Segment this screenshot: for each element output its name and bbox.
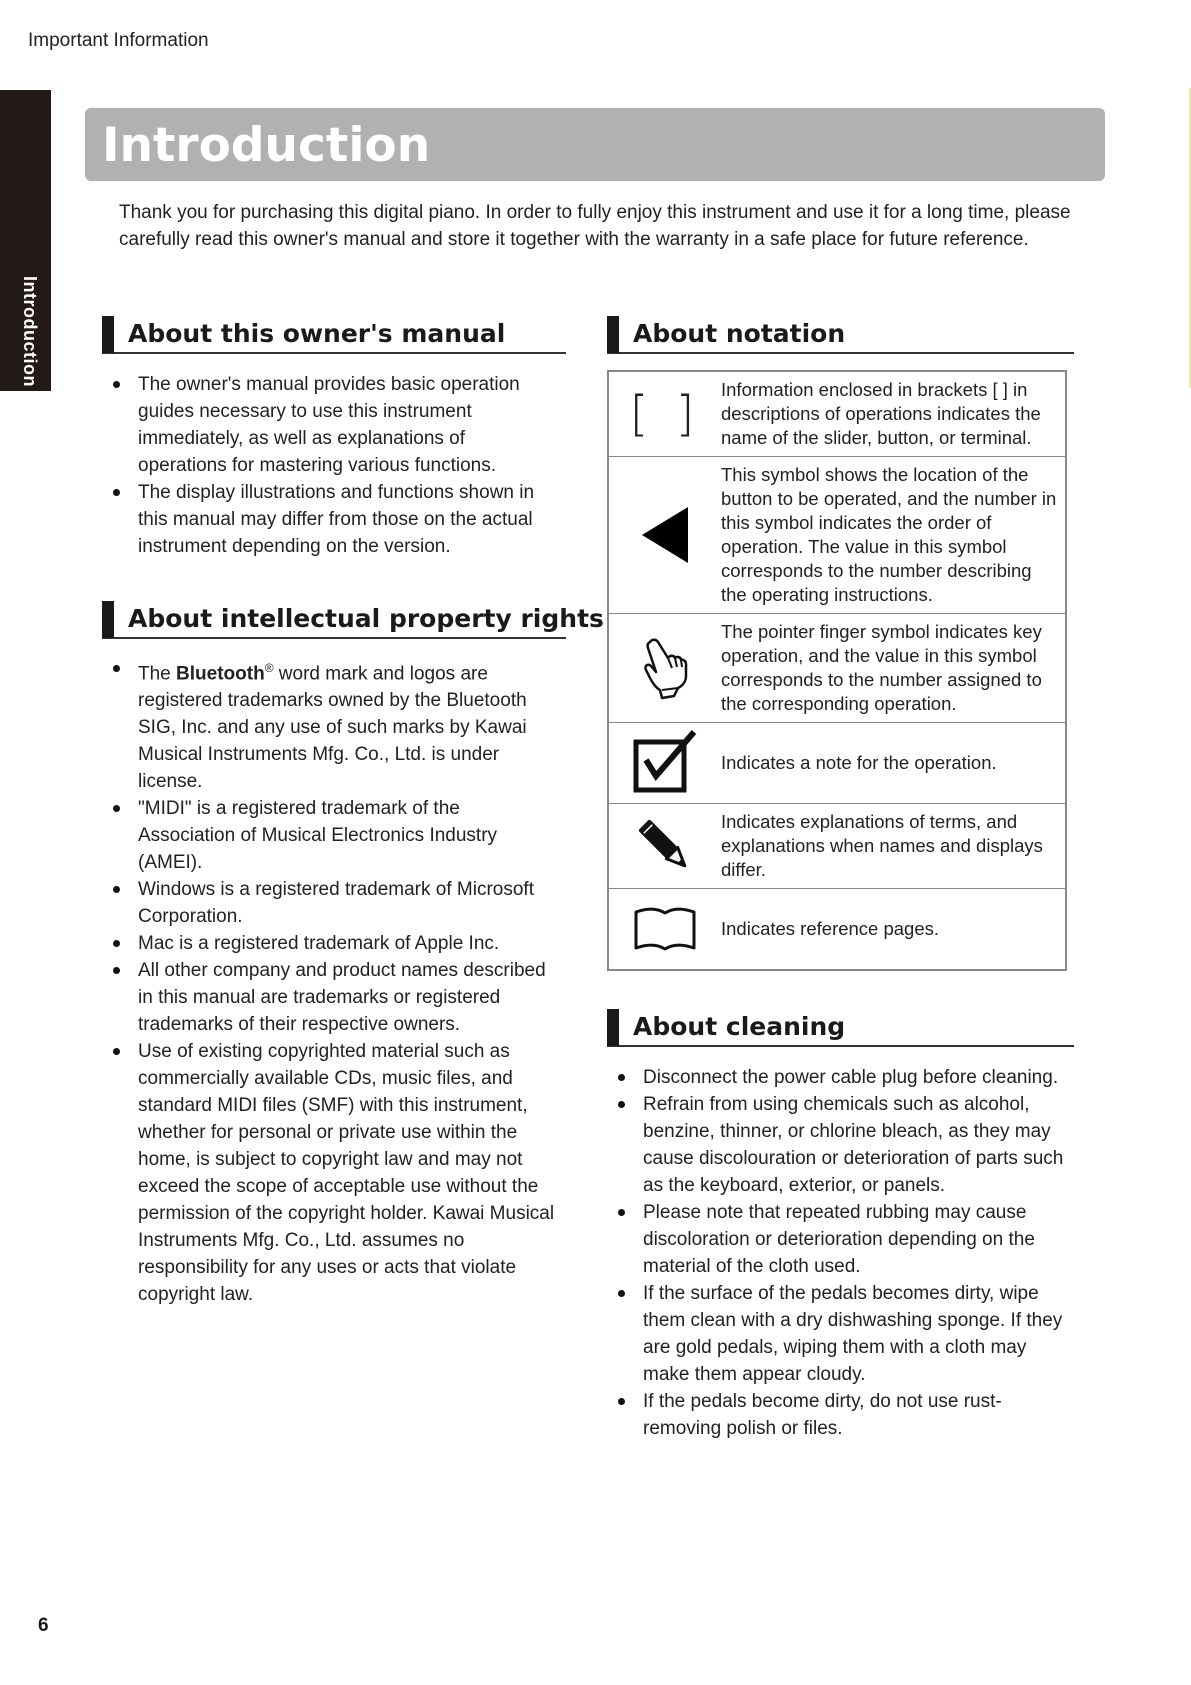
running-header: Important Information — [28, 30, 209, 51]
list-item: Windows is a registered trademark of Microsoft Corporation. — [104, 876, 556, 930]
notation-description: This symbol shows the location of the button to be operated, and the number in this symbol indicates the order of operation. The value in this symbol corresponds to the number describing the operating instructions. — [721, 464, 1057, 605]
list-item: The owner's manual provides basic operation guides necessary to use this instrument immediately, as well as explanations of operations for mastering various functions. — [104, 371, 554, 479]
brackets-icon: [ ] — [629, 386, 701, 442]
notation-description: Indicates a note for the operation. — [721, 752, 997, 773]
cleaning-list — [609, 1064, 1069, 1442]
section-heading-text: About notation — [633, 319, 846, 348]
notation-row — [609, 372, 1065, 457]
page-title: Introduction — [102, 118, 431, 173]
section-heading-text: About cleaning — [633, 1012, 846, 1041]
section-heading-ip — [102, 601, 604, 639]
book-icon — [609, 889, 721, 969]
triangle-pointer-icon — [609, 457, 721, 613]
heading-bar — [102, 316, 114, 353]
notation-table — [607, 370, 1067, 971]
list-item: If the surface of the pedals becomes dirty, wipe them clean with a dry dishwashing sponge. If they are gold pedals, wiping them with a cloth may make them appear cloudy. — [609, 1280, 1069, 1388]
notation-row — [609, 804, 1065, 889]
notation-description: Indicates reference pages. — [721, 918, 940, 939]
notation-description: The pointer finger symbol indicates key operation, and the value in this symbol corresponds to the number assigned to the corresponding operation. — [721, 621, 1042, 714]
notation-row — [609, 723, 1065, 804]
page-number: 6 — [38, 1615, 49, 1636]
bluetooth-word: Bluetooth — [176, 663, 265, 685]
registered-mark: ® — [264, 661, 274, 675]
heading-bar — [607, 1009, 619, 1046]
notation-row — [609, 889, 1065, 969]
bt-rest: word mark and logos are registered trademarks owned by the Bluetooth SIG, Inc. and any use of such marks by Kawai Musical Instruments Mfg. Co., Ltd. is under license. — [138, 663, 527, 793]
checkbox-note-icon — [609, 723, 721, 803]
notation-description: Information enclosed in brackets [ ] in descriptions of operations indicates the name of the slider, button, or terminal. — [721, 379, 1041, 448]
pointer-finger-icon — [609, 614, 721, 722]
section-heading-manual — [102, 316, 566, 354]
section-heading-notation — [607, 316, 1074, 354]
list-item: The display illustrations and functions shown in this manual may differ from those on the actual instrument depending on the version. — [104, 479, 554, 560]
list-item: If the pedals become dirty, do not use rust-removing polish or files. — [609, 1388, 1069, 1442]
ip-list — [104, 655, 556, 1308]
notation-description: Indicates explanations of terms, and explanations when names and displays differ. — [721, 811, 1043, 880]
heading-bar — [102, 601, 114, 638]
list-item: Use of existing copyrighted material such as commercially available CDs, music files, and standard MIDI files (SMF) with this instrument, whether for personal or private use within the home, is subject to copyright law and may not exceed the scope of acceptable use without the permission of the copyright holder. Kawai Musical Instruments Mfg. Co., Ltd. assumes no responsibility for any uses or acts that violate copyright law. — [104, 1038, 556, 1308]
list-item: Refrain from using chemicals such as alcohol, benzine, thinner, or chlorine bleach, as they may cause discolouration or deterioration of parts such as the keyboard, exterior, or panels. — [609, 1091, 1069, 1199]
list-item: Disconnect the power cable plug before cleaning. — [609, 1064, 1069, 1091]
list-item: Please note that repeated rubbing may cause discoloration or deterioration depending on the material of the cloth used. — [609, 1199, 1069, 1280]
list-item: "MIDI" is a registered trademark of the Association of Musical Electronics Industry (AMEI). — [104, 795, 556, 876]
bt-prefix: The — [138, 663, 171, 685]
manual-list — [104, 371, 554, 560]
side-tab-label: Introduction — [20, 276, 40, 387]
notation-row — [609, 457, 1065, 614]
section-heading-text: About intellectual property rights — [128, 604, 604, 633]
list-item-bluetooth — [104, 655, 556, 795]
heading-bar — [607, 316, 619, 353]
section-heading-cleaning — [607, 1009, 1074, 1047]
side-tab — [0, 90, 51, 391]
intro-paragraph: Thank you for purchasing this digital piano. In order to fully enjoy this instrument and use it for a long time, please carefully read this owner's manual and store it together with the warranty in a safe place for future reference. — [119, 202, 1071, 250]
title-banner — [85, 108, 1105, 181]
notation-row — [609, 614, 1065, 723]
pen-icon — [609, 804, 721, 888]
section-heading-text: About this owner's manual — [128, 319, 506, 348]
list-item: All other company and product names described in this manual are trademarks or registered trademarks of their respective owners. — [104, 957, 556, 1038]
list-item: Mac is a registered trademark of Apple Inc. — [104, 930, 556, 957]
